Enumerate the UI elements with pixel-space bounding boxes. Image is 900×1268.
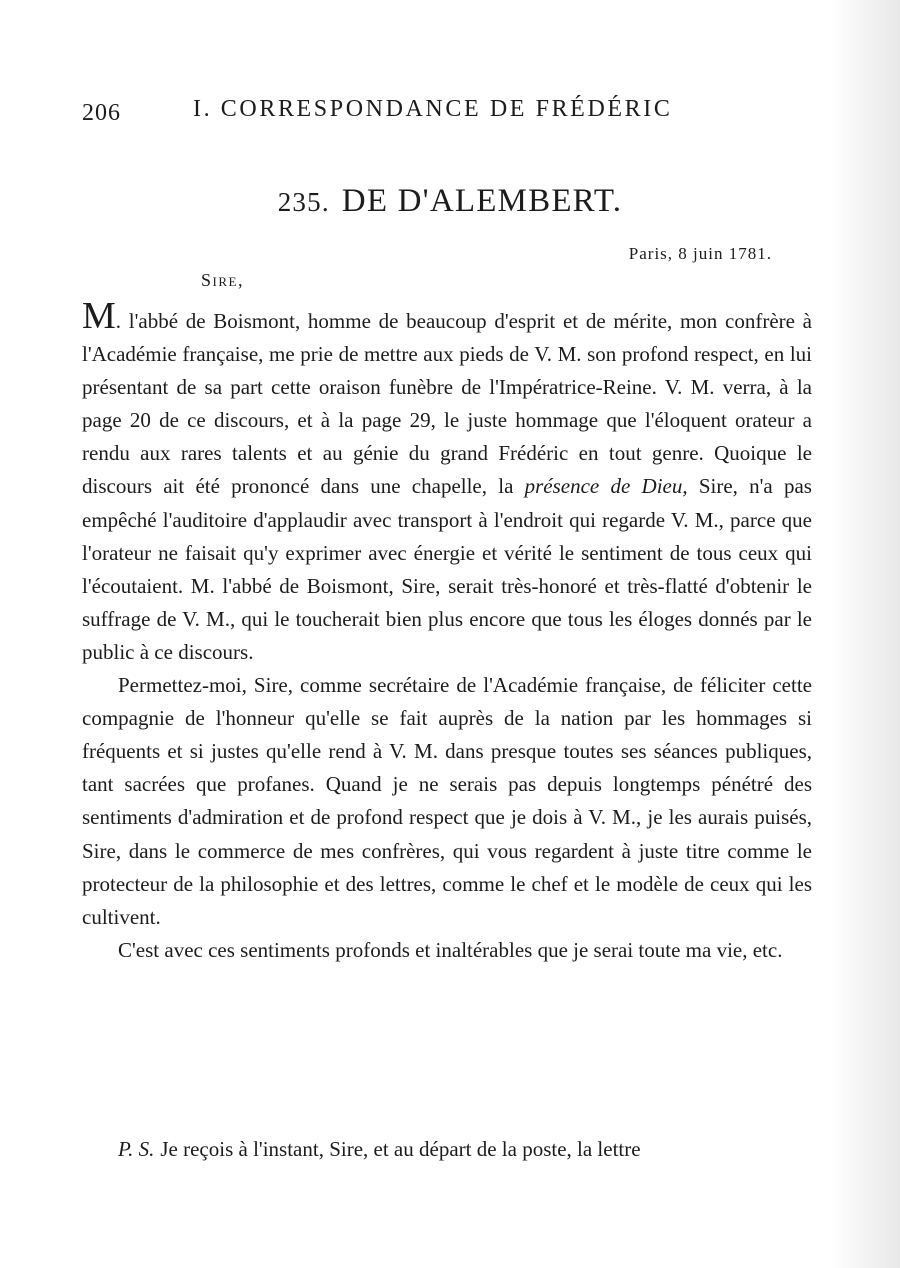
paragraph-2: Permettez-moi, Sire, comme secrétaire de l'Académie française, de féliciter cette compagnie de l'honneur qu'elle se fait auprès de la nation par les hommages si fréquents et si justes qu'elle rend à V. M. dans presque toutes ses séances publiques, tant sacrées que profanes. Quand je ne serais pas depuis longtemps pénétré des sentiments d'admiration et de profond respect que je dois à V. M., je les aurais puisés, Sire, dans le commerce de mes confrères, qui vous regardent à juste titre comme le protecteur de la philosophie et des lettres, comme le chef et le modèle de ceux qui les cultivent. [82,673,812,929]
postscript-label: P. S. [118,1137,155,1161]
postscript-text: Je reçois à l'instant, Sire, et au départ de la poste, la lettre [160,1137,641,1161]
paragraph-1-text-b: Sire, n'a pas empêché l'auditoire d'applaudir avec transport à l'endroit qui regarde V. M., parce que l'orateur ne faisait qu'y exprimer avec énergie et vérité le sentiment de tous ceux qui l'écoutaient. M. l'abbé de Boismont, Sire, serait très-honoré et très-flatté d'obtenir le suffrage de V. M., qui le toucherait bien plus encore que tous les éloges donnés par le public à ce discours. [82,474,812,664]
paragraph-1-text-a: . l'abbé de Boismont, homme de beaucoup d'esprit et de mérite, mon confrère à l'Académie française, me prie de mettre aux pieds de V. M. son profond respect, en lui présentant de sa part cette oraison funèbre de l'Impératrice-Reine. V. M. verra, à la page 20 de ce discours, et à la page 29, le juste hommage que l'éloquent orateur a rendu aux rares talents et au génie du grand Frédéric en tout genre. Quoique le discours ait été prononcé dans une chapelle, la [82,309,812,499]
letter-number: 235. [277,187,330,217]
letter-heading [0,183,900,220]
letter-body [82,295,812,967]
paragraph-1 [82,295,812,669]
page-number: 206 [82,100,121,126]
drop-cap: M [82,295,116,337]
letter-title: DE D'ALEMBERT. [341,183,623,219]
dateline: Paris, 8 juin 1781. [628,244,772,263]
paragraph-3: C'est avec ces sentiments profonds et inaltérables que je serai toute ma vie, etc. [118,937,783,962]
postscript [118,1137,812,1162]
running-title: I. CORRESPONDANCE DE FRÉDÉRIC [193,96,673,122]
paragraph-1-italic: présence de Dieu, [524,474,688,499]
salutation: Sire, [201,270,244,290]
